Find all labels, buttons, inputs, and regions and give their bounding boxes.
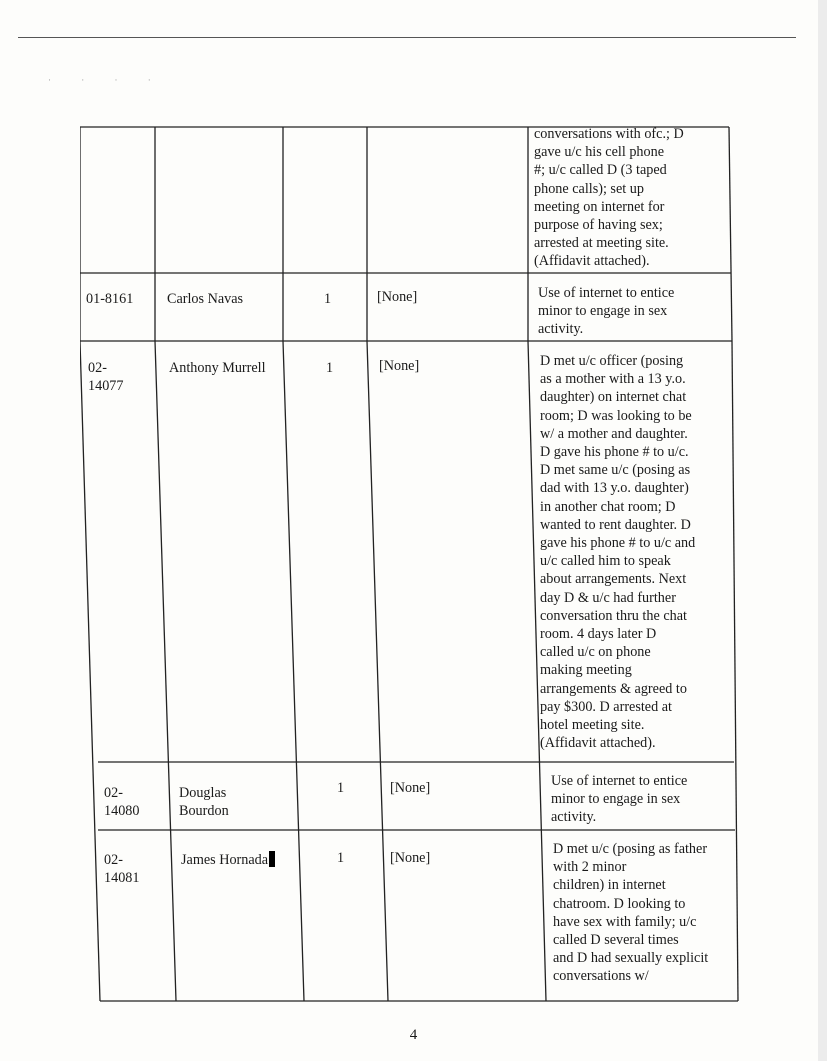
row-2-count: 1 — [326, 360, 334, 376]
row-0-facts: conversations with ofc.; D gave u/c his cell phone #; u/c called D (3 taped phone calls); set up meeting on internet for purpose of having sex; arrested at meeting site. (Affidavit attached). — [534, 126, 684, 270]
row-2-case-no: 02- 14077 — [88, 360, 124, 395]
row-4-count: 1 — [337, 850, 345, 866]
page-number: 4 — [409, 1027, 418, 1043]
row-3-count: 1 — [337, 780, 345, 796]
row-1-case-no: 01-8161 — [86, 291, 134, 307]
row-4-prior: [None] — [390, 850, 431, 866]
row-1-count: 1 — [324, 291, 332, 307]
row-1-defendant: Carlos Navas — [167, 291, 244, 307]
row-2-prior: [None] — [379, 358, 420, 374]
scan-specks: · · · · — [48, 75, 165, 85]
row-3-defendant: Douglas Bourdon — [179, 785, 229, 820]
row-4-defendant-wrap — [181, 851, 299, 869]
row-3-prior: [None] — [390, 780, 431, 796]
row-3-facts: Use of internet to entice minor to engage in sex activity. — [551, 773, 688, 826]
row-1-facts: Use of internet to entice minor to engage in sex activity. — [538, 285, 675, 338]
text-cursor — [269, 851, 275, 867]
header-rule — [18, 37, 796, 38]
row-4-defendant: James Hornada — [181, 852, 269, 868]
row-3-case-no: 02- 14080 — [104, 785, 140, 820]
row-2-facts: D met u/c officer (posing as a mother with a 13 y.o. daughter) on internet chat room; D was looking to be w/ a mother and daughter. D gave his phone # to u/c. D met same u/c (posing as dad with 13 y.o. daughter) in another chat room; D wanted to rent daughter. D gave his phone # to u/c and u/c called him to speak about arrangements. Next day D & u/c had further conversation thru the chat room. 4 days later D called u/c on phone making meeting arrangements & agreed to pay $300. D arrested at hotel meeting site. (Affidavit attached). — [540, 353, 696, 752]
row-1-prior: [None] — [377, 289, 418, 305]
row-2-defendant: Anthony Murrell — [169, 360, 266, 376]
case-table — [80, 124, 740, 1004]
row-4-facts: D met u/c (posing as father with 2 minor children) in internet chatroom. D looking to have sex with family; u/c called D several times and D had sexually explicit conversations w/ — [553, 841, 709, 985]
row-4-case-no: 02- 14081 — [104, 852, 140, 887]
scan-edge-shadow — [818, 0, 827, 1061]
